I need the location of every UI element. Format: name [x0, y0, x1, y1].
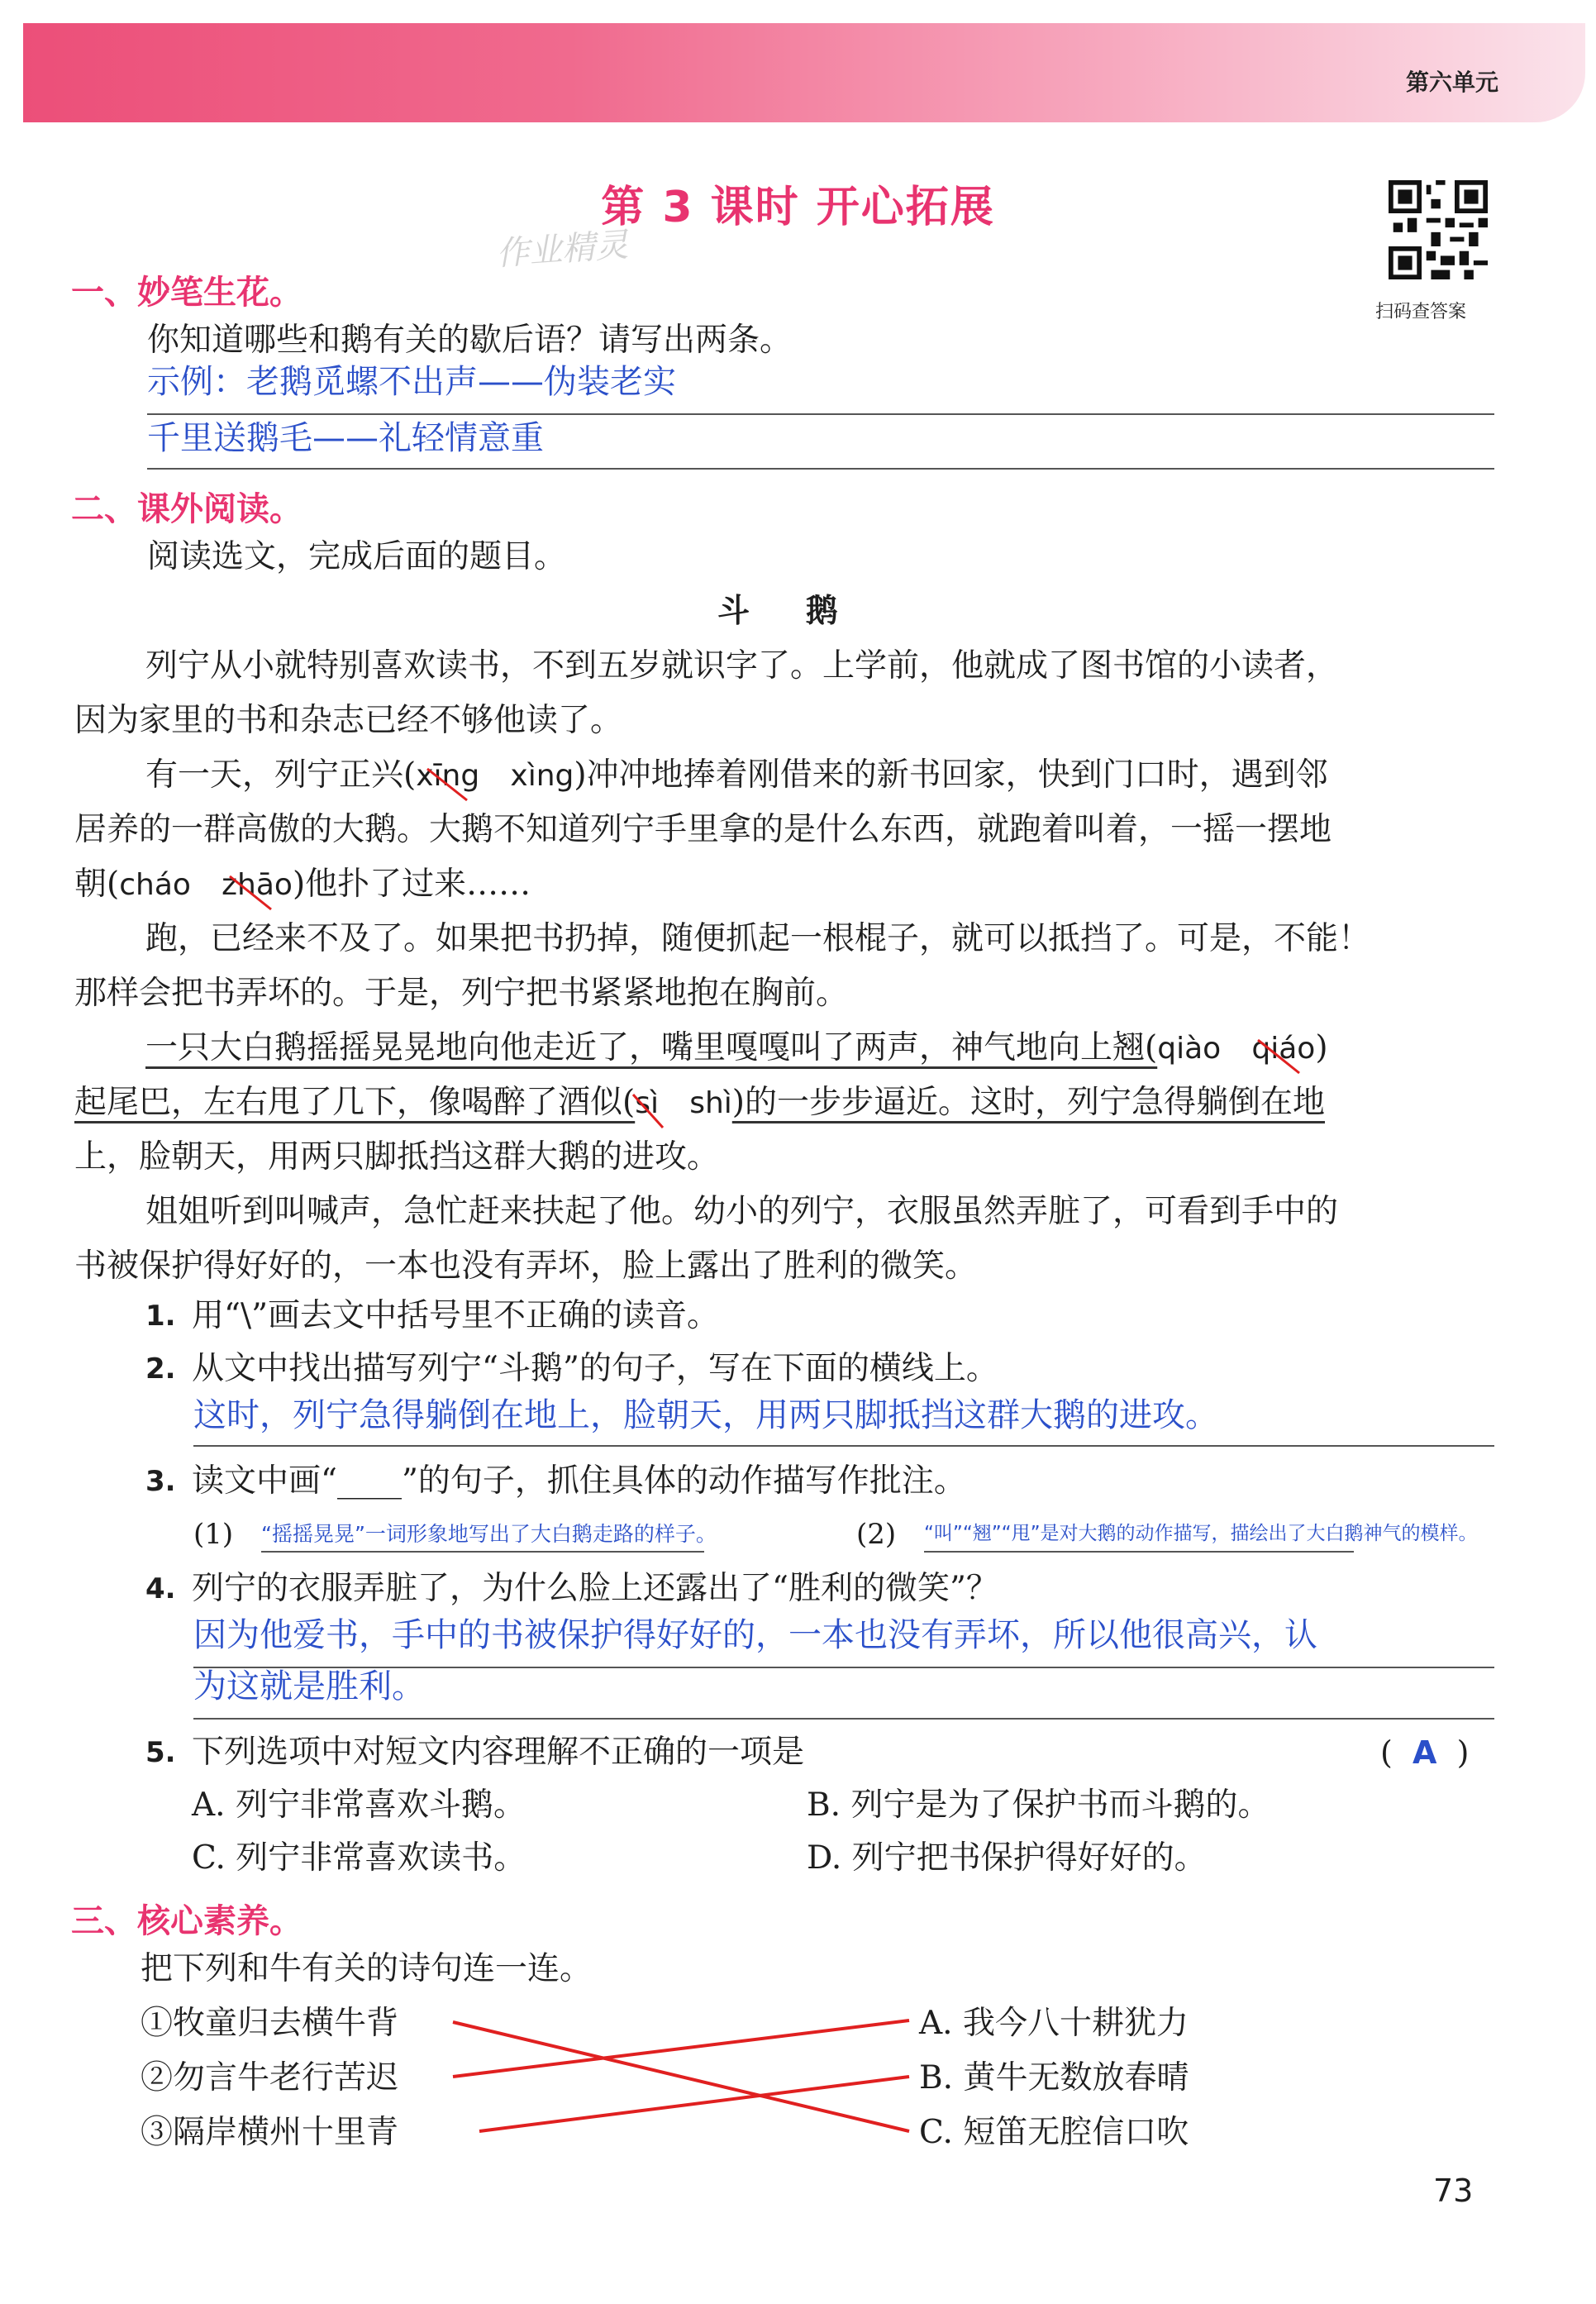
pinyin-option[interactable]: cháo	[119, 868, 191, 902]
pinyin-option[interactable]: qiào	[1157, 1032, 1222, 1066]
pinyin-text: sì	[635, 1086, 659, 1120]
question-number: 5.	[145, 1736, 176, 1769]
story-paragraph: 居养的一群高傲的大鹅。大鹅不知道列宁手里拿的是什么东西，就跑着叫着，一摇一摆地	[74, 811, 1332, 848]
question-1: 用“\”画去文中括号里不正确的读音。	[192, 1297, 720, 1334]
poem-right-a[interactable]: A. 我今八十耕犹力	[919, 2005, 1189, 2042]
story-paragraph: 书被保护得好好的，一本也没有弄坏，脸上露出了胜利的微笑。	[74, 1247, 978, 1285]
qr-label: 扫码查答案	[1375, 302, 1467, 322]
text-segment: 有一天，列宁正兴(	[145, 756, 417, 794]
poem-left-1[interactable]: ①牧童归去横牛背	[141, 2005, 399, 2042]
poem-left-3[interactable]: ③隔岸横州十里青	[141, 2114, 399, 2151]
poem-left-2[interactable]: ②勿言牛老行苦迟	[141, 2059, 399, 2096]
q3-answer-2[interactable]: “叫”“翘”“甩”是对大鹅的动作描写，描绘出了大白鹅神气的模样。	[924, 1523, 1478, 1544]
unit-label: 第六单元	[1405, 69, 1498, 96]
text-segment: )的一步步逼近。这时，列宁急得躺倒在地	[731, 1084, 1325, 1121]
section2-prompt: 阅读选文，完成后面的题目。	[147, 538, 567, 575]
story-paragraph: 跑，已经来不及了。如果把书扔掉，随便抓起一根棍子，就可以抵挡了。可是，不能！	[145, 920, 1371, 957]
section1-heading: 一、妙笔生花。	[71, 274, 303, 312]
pinyin-text: xīng	[416, 759, 480, 793]
story-paragraph: 上，脸朝天，用两只脚抵挡这群大鹅的进攻。	[74, 1138, 720, 1176]
question-4-answer-line1[interactable]: 因为他爱书，手中的书被保护得好好的，一本也没有弄坏，所以他很高兴，认	[193, 1616, 1317, 1654]
story-paragraph: 因为家里的书和杂志已经不够他读了。	[74, 702, 623, 739]
underlined-sentence: 一只大白鹅摇摇晃晃地向他走近了，嘴里嘎嘎叫了两声，神气地向上翘(	[145, 1029, 1158, 1066]
poem-right-c[interactable]: C. 短笛无腔信口吹	[919, 2114, 1189, 2151]
pinyin-text: zhāo	[222, 868, 293, 902]
question-5-answer[interactable]: A	[1413, 1734, 1437, 1771]
watermark: 作业精灵	[494, 226, 630, 274]
page-number: 73	[1433, 2173, 1474, 2209]
underlined-sentence: 起尾巴，左右甩了几下，像喝醉了酒似(	[74, 1084, 636, 1121]
text-segment: )他扑了过来……	[292, 866, 531, 903]
section2-heading: 二、课外阅读。	[71, 490, 303, 528]
q3-label-2: (2)	[856, 1518, 897, 1551]
option-a: A. 列宁非常喜欢斗鹅。	[192, 1786, 526, 1824]
question-4: 列宁的衣服弄脏了，为什么脸上还露出了“胜利的微笑”？	[192, 1570, 998, 1607]
option-c: C. 列宁非常喜欢读书。	[192, 1839, 526, 1877]
question-5: 下列选项中对短文内容理解不正确的一项是	[192, 1734, 805, 1771]
section1-answer1[interactable]: 示例：老鹅觅螺不出声——伪装老实	[147, 363, 676, 401]
bracket-open: (	[1380, 1734, 1393, 1771]
question-2: 从文中找出描写列宁“斗鹅”的句子，写在下面的横线上。	[192, 1350, 998, 1387]
pinyin-text: qiáo	[1251, 1032, 1316, 1066]
section3-prompt: 把下列和牛有关的诗句连一连。	[141, 1950, 593, 1987]
q3-answer-1[interactable]: “摇摇晃晃”一词形象地写出了大白鹅走路的样子。	[261, 1522, 717, 1546]
match-line-1-c	[453, 2022, 909, 2131]
match-line-2-a	[453, 2020, 909, 2077]
question-number: 4.	[145, 1572, 176, 1605]
question-number: 3.	[145, 1465, 176, 1498]
text-segment: )	[1315, 1029, 1328, 1066]
pinyin-option[interactable]: shì	[689, 1086, 732, 1120]
story-title: 斗 鹅	[717, 593, 838, 630]
section3-heading: 三、核心素养。	[71, 1902, 303, 1940]
question-number: 1.	[145, 1300, 176, 1333]
question-number: 2.	[145, 1352, 176, 1386]
text-segment: )冲冲地捧着刚借来的新书回家，快到门口时，遇到邻	[574, 756, 1328, 794]
story-paragraph: 那样会把书弄坏的。于是，列宁把书紧紧地抱在胸前。	[74, 975, 849, 1012]
option-b: B. 列宁是为了保护书而斗鹅的。	[807, 1786, 1270, 1824]
pinyin-option[interactable]: xìng	[510, 759, 574, 793]
bracket-close: )	[1456, 1734, 1470, 1771]
story-paragraph: 列宁从小就特别喜欢读书，不到五岁就识字了。上学前，他就成了图书馆的小读者，	[145, 647, 1339, 685]
match-line-3-b	[479, 2077, 909, 2131]
section1-answer2[interactable]: 千里送鹅毛——礼轻情意重	[147, 419, 544, 457]
q3-label-1: (1)	[193, 1518, 234, 1551]
section1-prompt: 你知道哪些和鹅有关的歇后语？请写出两条。	[147, 322, 793, 359]
poem-right-b[interactable]: B. 黄牛无数放春晴	[919, 2059, 1189, 2096]
question-3: 读文中画“____”的句子，抓住具体的动作描写作批注。	[192, 1462, 966, 1500]
question-2-answer[interactable]: 这时，列宁急得躺倒在地上，脸朝天，用两只脚抵挡这群大鹅的进攻。	[193, 1396, 1218, 1434]
text-segment: 朝(	[74, 866, 120, 903]
story-paragraph: 姐姐听到叫喊声，急忙赶来扶起了他。幼小的列宁，衣服虽然弄脏了，可看到手中的	[145, 1193, 1339, 1230]
page-title: 第 3 课时 开心拓展	[601, 183, 995, 232]
question-4-answer-line2[interactable]: 为这就是胜利。	[193, 1667, 425, 1705]
option-d: D. 列宁把书保护得好好的。	[807, 1839, 1207, 1877]
